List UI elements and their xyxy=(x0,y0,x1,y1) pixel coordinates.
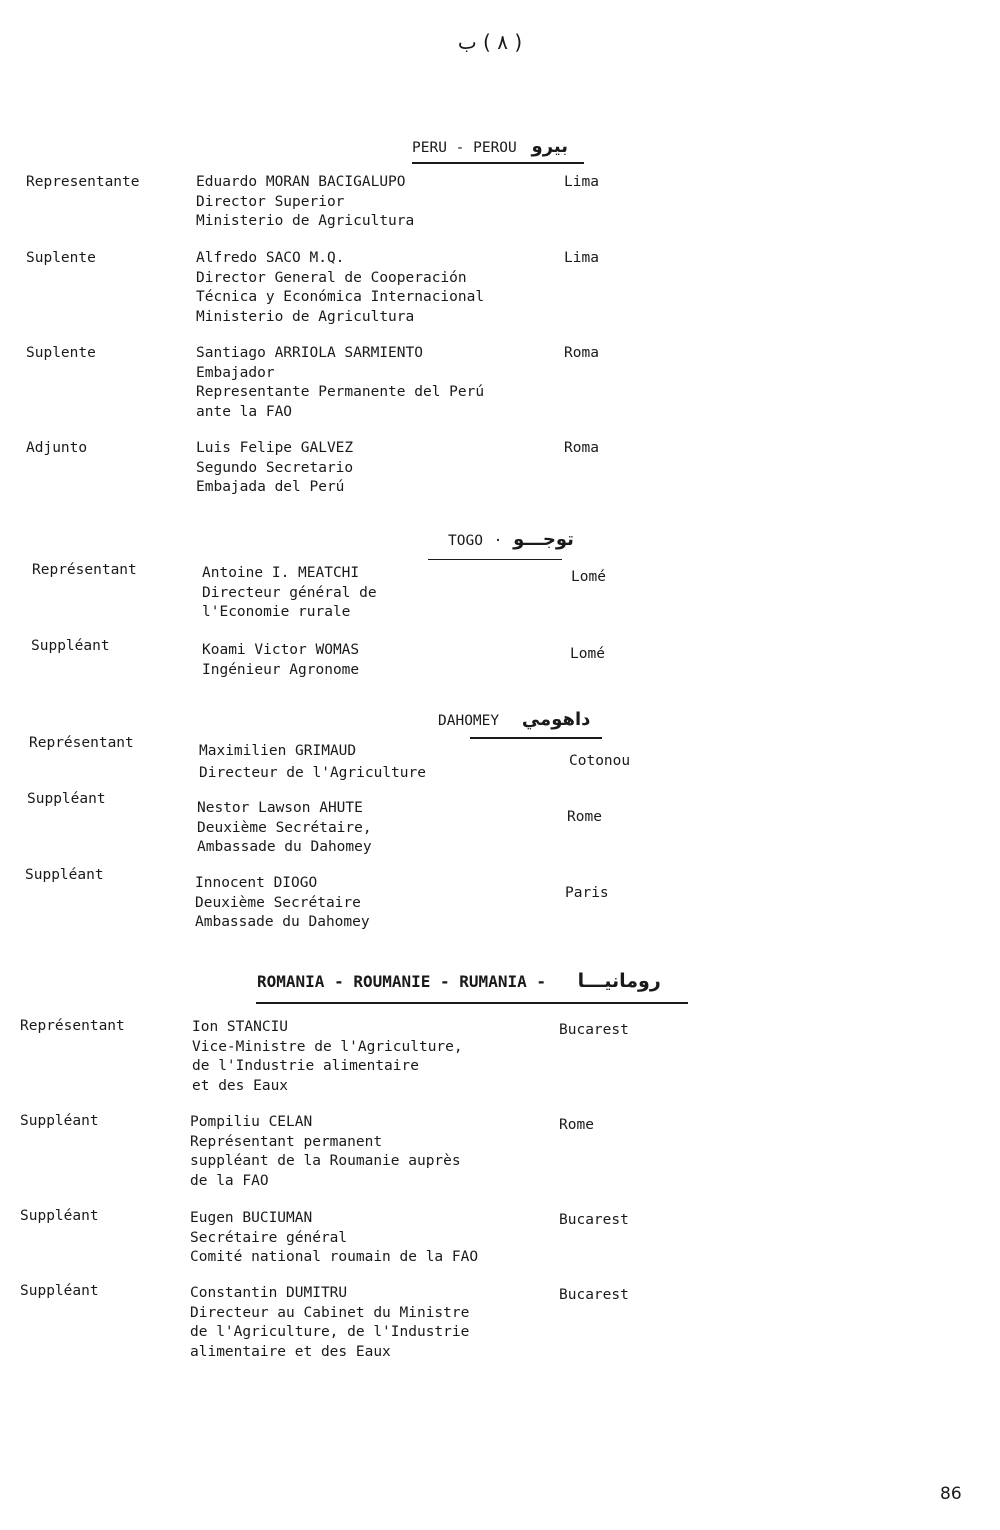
entry-name: Antoine I. MEATCHI xyxy=(202,565,360,581)
entry-role: Suppléant xyxy=(25,867,104,883)
entry-name: Innocent DIOGO xyxy=(195,875,318,891)
heading-text: TOGO xyxy=(448,533,483,549)
section-heading xyxy=(412,136,568,157)
section-heading xyxy=(438,709,590,730)
heading-text: DAHOMEY xyxy=(438,713,500,729)
entry-details xyxy=(196,344,484,422)
entry-line: Representante Permanente del Perú xyxy=(196,384,485,400)
entry-line: l'Economie rurale xyxy=(202,604,351,620)
heading-underline xyxy=(256,1002,688,1004)
entry-city: Rome xyxy=(559,1117,594,1133)
entry-details xyxy=(190,1113,461,1191)
entry-city: Roma xyxy=(564,345,599,361)
entry-role: Suppléant xyxy=(20,1208,99,1224)
entry-line: Directeur général de xyxy=(202,584,377,601)
entry-role: Representante xyxy=(26,174,140,190)
entry-line: Représentant permanent xyxy=(190,1133,383,1150)
entry-role: Suppléant xyxy=(31,638,110,654)
entry-line: de l'Agriculture, de l'Industrie xyxy=(190,1324,470,1340)
heading-arabic: بيرو xyxy=(531,136,568,157)
entry-line: Directeur de l'Agriculture xyxy=(199,764,426,781)
entry-details xyxy=(196,439,353,498)
entry-line: Embajada del Perú xyxy=(196,479,345,495)
entry-role: Adjunto xyxy=(26,440,88,456)
entry-line: Comité national roumain de la FAO xyxy=(190,1249,479,1265)
entry-details xyxy=(202,564,377,623)
entry-city: Cotonou xyxy=(569,753,631,769)
entry-city: Bucarest xyxy=(559,1022,629,1038)
section-heading: TOGO · توجـــو xyxy=(448,529,574,550)
entry-line: de l'Industrie alimentaire xyxy=(192,1058,419,1074)
heading-underline xyxy=(470,737,602,739)
entry-line: Técnica y Económica Internacional xyxy=(196,289,485,305)
entry-details xyxy=(202,641,359,680)
entry-line: Ministerio de Agricultura xyxy=(196,213,415,229)
entry-name: Koami Victor WOMAS xyxy=(202,642,360,658)
heading-arabic: رومانيـــا xyxy=(577,970,661,992)
page-number: 86 xyxy=(940,1484,962,1504)
entry-details xyxy=(192,1018,463,1096)
entry-line: Ministerio de Agricultura xyxy=(196,308,415,325)
entry-city: Paris xyxy=(565,885,609,901)
entry-line: et des Eaux xyxy=(192,1077,289,1094)
entry-line: Ingénieur Agronome xyxy=(202,661,360,678)
entry-city: Roma xyxy=(564,440,599,456)
entry-line: Ambassade du Dahomey xyxy=(195,914,370,930)
entry-details xyxy=(199,742,426,783)
entry-city: Bucarest xyxy=(559,1212,629,1228)
entry-city: Rome xyxy=(567,809,602,825)
entry-name: Constantin DUMITRU xyxy=(190,1285,348,1301)
entry-line: de la FAO xyxy=(190,1172,269,1189)
heading-arabic: داهومي xyxy=(521,709,591,730)
entry-name: Alfredo SACO M.Q. xyxy=(196,250,345,266)
entry-line: suppléant de la Roumanie auprès xyxy=(190,1153,461,1169)
entry-role: Représentant xyxy=(20,1018,125,1034)
entry-details xyxy=(190,1284,469,1362)
entry-name: Eugen BUCIUMAN xyxy=(190,1210,313,1226)
section-heading xyxy=(257,970,661,992)
entry-line: alimentaire et des Eaux xyxy=(190,1343,391,1360)
entry-line: Embajador xyxy=(196,364,275,381)
entry-line: Ambassade du Dahomey xyxy=(197,839,372,855)
entry-role: Suplente xyxy=(26,250,96,266)
entry-city: Lima xyxy=(564,174,599,190)
entry-name: Maximilien GRIMAUD xyxy=(199,743,357,759)
entry-line: Secrétaire général xyxy=(190,1229,348,1246)
entry-line: Segundo Secretario xyxy=(196,459,354,476)
heading-underline xyxy=(412,162,584,164)
entry-role: Représentant xyxy=(32,562,137,578)
entry-name: Nestor Lawson AHUTE xyxy=(197,800,363,816)
entry-line: Director General de Cooperación xyxy=(196,269,467,286)
entry-name: Santiago ARRIOLA SARMIENTO xyxy=(196,345,423,361)
page-header: ( ٨ ) ب xyxy=(457,30,523,54)
entry-role: Suplente xyxy=(26,345,96,361)
entry-city: Bucarest xyxy=(559,1287,629,1303)
entry-line: Directeur au Cabinet du Ministre xyxy=(190,1304,470,1321)
entry-name: Pompiliu CELAN xyxy=(190,1114,313,1130)
entry-name: Luis Felipe GALVEZ xyxy=(196,440,354,456)
entry-role: Suppléant xyxy=(27,791,106,807)
heading-arabic: توجـــو xyxy=(513,529,574,550)
entry-role: Suppléant xyxy=(20,1283,99,1299)
entry-line: ante la FAO xyxy=(196,403,293,420)
entry-city: Lima xyxy=(564,250,599,266)
entry-details xyxy=(196,173,414,232)
entry-details xyxy=(196,249,484,327)
entry-city: Lomé xyxy=(570,646,605,662)
entry-line: Deuxième Secrétaire, xyxy=(197,819,372,836)
entry-role: Représentant xyxy=(29,735,134,751)
entry-role: Suppléant xyxy=(20,1113,99,1129)
heading-underline xyxy=(428,559,562,560)
entry-details xyxy=(197,799,372,858)
entry-line: Vice-Ministre de l'Agriculture, xyxy=(192,1038,463,1055)
heading-text: ROMANIA - ROUMANIE - RUMANIA - xyxy=(257,972,546,991)
entry-details xyxy=(190,1209,478,1268)
heading-text: PERU - PEROU xyxy=(412,140,517,156)
entry-name: Eduardo MORAN BACIGALUPO xyxy=(196,174,406,190)
entry-city: Lomé xyxy=(571,569,606,585)
entry-details xyxy=(195,874,370,933)
entry-line: Director Superior xyxy=(196,193,345,210)
entry-line: Deuxième Secrétaire xyxy=(195,894,361,911)
entry-name: Ion STANCIU xyxy=(192,1019,289,1035)
